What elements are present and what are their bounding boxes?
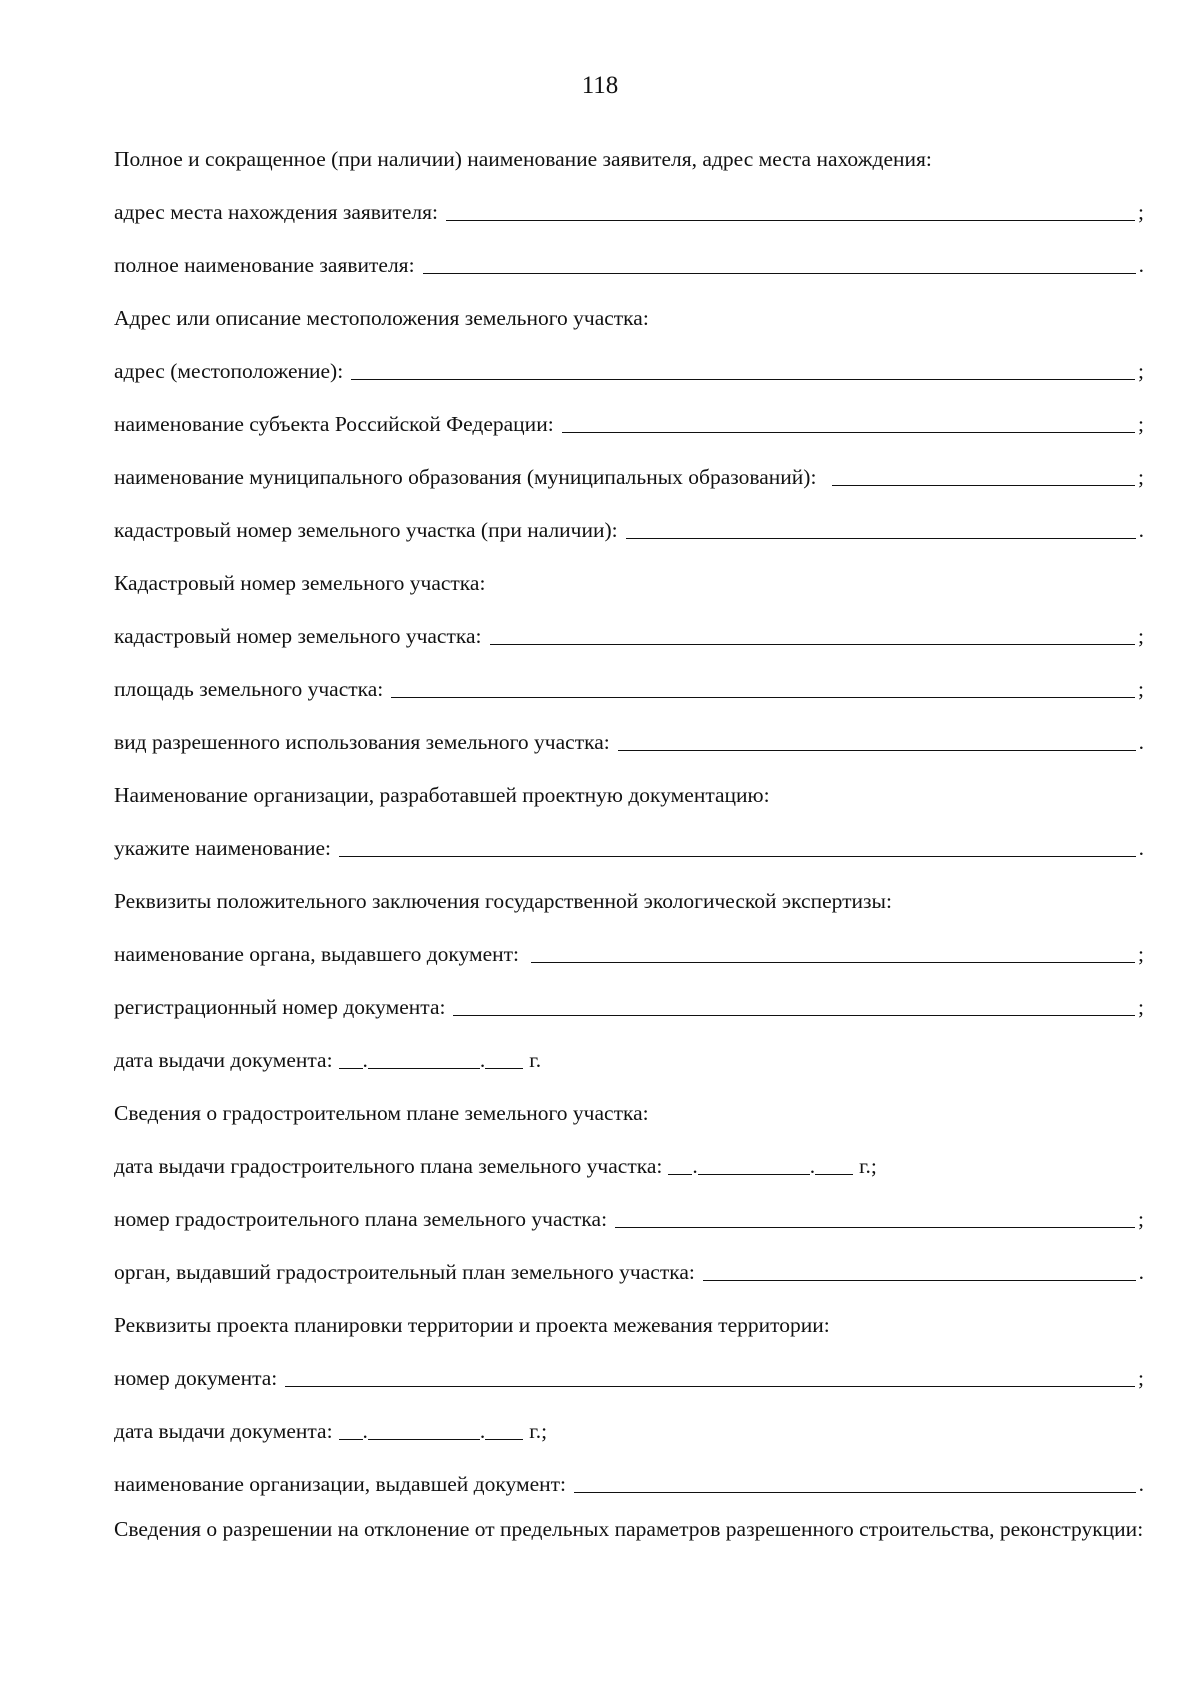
field-applicant-full-name (114, 227, 1144, 280)
section-heading-ecological-expertise (114, 863, 1144, 916)
field-terminator: ; (1138, 465, 1144, 489)
section-heading-label: Кадастровый номер земельного участка: (114, 571, 486, 595)
applicant-address-blank[interactable] (446, 219, 1135, 221)
field-label: наименование организации, выдавшей документ: (114, 1472, 567, 1496)
field-document-number (114, 1340, 1144, 1393)
field-label: площадь земельного участка: (114, 677, 384, 701)
section-heading-label: Адрес или описание местоположения земельного участка: (114, 306, 649, 330)
section-heading-label: Реквизиты положительного заключения государственной экологической экспертизы: (114, 889, 892, 913)
month-blank[interactable] (368, 1438, 480, 1440)
field-cadastral-number-optional (114, 492, 1144, 545)
field-registration-number (114, 969, 1144, 1022)
field-label: наименование органа, выдавшего документ: (114, 942, 520, 966)
date-separator: . (362, 1048, 368, 1072)
field-label: орган, выдавший градостроительный план земельного участка: (114, 1260, 695, 1284)
section-heading-label: Сведения о градостроительном плане земельного участка: (114, 1101, 649, 1125)
municipality-blank[interactable] (832, 484, 1135, 486)
section-heading-planning-project (114, 1287, 1144, 1340)
issuing-organization-blank[interactable] (574, 1491, 1136, 1493)
field-label: регистрационный номер документа: (114, 995, 446, 1019)
section-heading-design-organization (114, 757, 1144, 810)
year-blank[interactable] (815, 1173, 853, 1175)
month-blank[interactable] (368, 1067, 480, 1069)
section-heading-urban-plan (114, 1075, 1144, 1128)
field-terminator: ; (1138, 677, 1144, 701)
permitted-use-blank[interactable] (618, 749, 1136, 751)
field-label: укажите наименование: (114, 836, 331, 860)
land-area-blank[interactable] (391, 696, 1135, 698)
field-federal-subject (114, 386, 1144, 439)
year-suffix: г. (529, 1048, 542, 1072)
field-planning-issue-date (114, 1393, 1144, 1446)
field-terminator: ; (1138, 359, 1144, 383)
federal-subject-blank[interactable] (562, 431, 1135, 433)
cadastral-number-optional-blank[interactable] (626, 537, 1136, 539)
field-address (114, 333, 1144, 386)
design-organization-name-blank[interactable] (339, 855, 1136, 857)
section-heading-label: Полное и сокращенное (при наличии) наименование заявителя, адрес места нахождения: (114, 147, 932, 171)
section-heading-deviation-permit: Сведения о разрешении на отклонение от предельных параметров разрешенного строительства, реконструкции: (114, 1517, 1144, 1541)
field-label: вид разрешенного использования земельного участка: (114, 730, 610, 754)
field-urban-plan-authority (114, 1234, 1144, 1287)
field-label: наименование муниципального образования (муниципальных образований): (114, 465, 817, 489)
field-label: адрес (местоположение): (114, 359, 344, 383)
field-terminator: . (1138, 730, 1144, 754)
field-label: кадастровый номер земельного участка: (114, 624, 482, 648)
field-label: дата выдачи документа: (114, 1048, 333, 1072)
field-land-area (114, 651, 1144, 704)
field-terminator: ; (1138, 624, 1144, 648)
field-issuing-authority (114, 916, 1144, 969)
field-terminator: . (1138, 836, 1144, 860)
date-separator: . (362, 1419, 368, 1443)
page-number: 118 (581, 72, 619, 99)
registration-number-blank[interactable] (453, 1014, 1135, 1016)
field-terminator: . (1138, 1472, 1144, 1496)
section-heading-applicant (114, 138, 1144, 174)
urban-plan-number-blank[interactable] (615, 1226, 1135, 1228)
field-label: дата выдачи градостроительного плана земельного участка: (114, 1154, 663, 1178)
day-blank[interactable] (339, 1438, 363, 1440)
urban-plan-authority-blank[interactable] (703, 1279, 1136, 1281)
field-terminator: ; (1138, 942, 1144, 966)
field-applicant-address (114, 174, 1144, 227)
field-terminator: . (1138, 1260, 1144, 1284)
field-expertise-issue-date (114, 1022, 1144, 1075)
field-municipality (114, 439, 1144, 492)
field-label: наименование субъекта Российской Федерации: (114, 412, 554, 436)
year-blank[interactable] (485, 1067, 523, 1069)
applicant-full-name-blank[interactable] (423, 272, 1136, 274)
field-label: полное наименование заявителя: (114, 253, 415, 277)
field-urban-plan-number (114, 1181, 1144, 1234)
field-label: кадастровый номер земельного участка (при наличии): (114, 518, 618, 542)
year-suffix: г.; (859, 1154, 877, 1178)
field-urban-plan-issue-date (114, 1128, 1144, 1181)
date-separator: . (692, 1154, 698, 1178)
field-label: номер градостроительного плана земельного участка: (114, 1207, 608, 1231)
field-design-organization-name (114, 810, 1144, 863)
field-terminator: ; (1138, 1207, 1144, 1231)
month-blank[interactable] (698, 1173, 810, 1175)
field-terminator: . (1138, 518, 1144, 542)
section-heading-cadastral (114, 545, 1144, 598)
address-blank[interactable] (351, 378, 1135, 380)
field-terminator: ; (1138, 995, 1144, 1019)
field-permitted-use (114, 704, 1144, 757)
field-label: адрес места нахождения заявителя: (114, 200, 438, 224)
issuing-authority-blank[interactable] (531, 961, 1135, 963)
field-label: дата выдачи документа: (114, 1419, 333, 1443)
year-suffix: г.; (529, 1419, 548, 1443)
section-heading-label: Реквизиты проекта планировки территории и проекта межевания территории: (114, 1313, 830, 1337)
form-content (114, 138, 1144, 1547)
section-heading-land-location (114, 280, 1144, 333)
field-terminator: ; (1138, 1366, 1144, 1390)
date-separator: . (479, 1048, 486, 1072)
field-issuing-organization (114, 1446, 1144, 1499)
field-terminator: ; (1138, 412, 1144, 436)
day-blank[interactable] (668, 1173, 692, 1175)
field-label: номер документа: (114, 1366, 278, 1390)
field-terminator: . (1138, 253, 1144, 277)
year-blank[interactable] (485, 1438, 523, 1440)
day-blank[interactable] (339, 1067, 363, 1069)
field-cadastral-number (114, 598, 1144, 651)
section-heading-label: Наименование организации, разработавшей проектную документацию: (114, 783, 770, 807)
field-terminator: ; (1138, 200, 1144, 224)
cadastral-number-blank[interactable] (490, 643, 1136, 645)
document-number-blank[interactable] (285, 1385, 1135, 1387)
date-separator: . (809, 1154, 816, 1178)
date-separator: . (479, 1419, 486, 1443)
